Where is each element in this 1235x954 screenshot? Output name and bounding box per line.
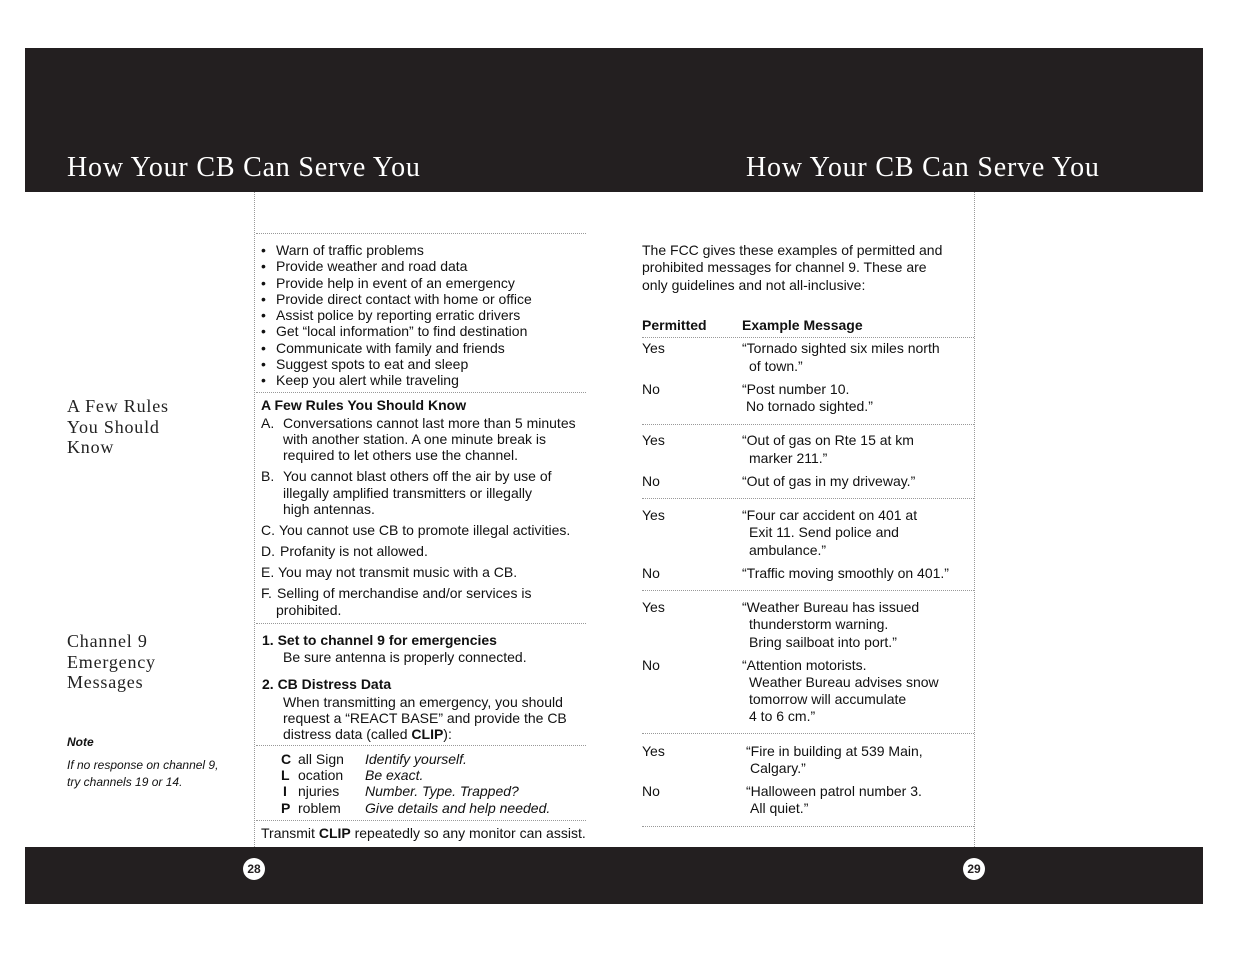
list-item: • Provide direct contact with home or office: [261, 290, 532, 307]
step2-text: request a “REACT BASE” and provide the CB: [283, 710, 567, 726]
divider: [642, 590, 974, 591]
note-text: If no response on channel 9, try channels 19 or 14.: [67, 758, 219, 789]
column-header-example: Example Message: [742, 317, 863, 333]
step1-title: 1. Set to channel 9 for emergencies: [262, 632, 497, 648]
rules-title: A Few Rules You Should Know: [261, 397, 467, 413]
example-message: of town.”: [749, 358, 803, 374]
note-title: Note: [67, 735, 94, 749]
permitted-value: No: [642, 783, 660, 799]
list-item: • Warn of traffic problems: [261, 242, 424, 258]
permitted-value: No: [642, 381, 660, 397]
permitted-value: No: [642, 565, 660, 581]
example-message: “Fire in building at 539 Main,: [746, 743, 923, 759]
side-heading-rules: A Few Rules You Should Know: [67, 396, 169, 457]
example-message: “Halloween patrol number 3.: [746, 783, 922, 799]
divider: [642, 498, 974, 499]
transmit-text: Transmit CLIP repeatedly so any monitor can assist.: [261, 825, 586, 841]
example-message: thunderstorm warning.: [749, 616, 889, 632]
permitted-value: Yes: [642, 507, 665, 523]
example-message: “Attention motorists.: [742, 657, 867, 673]
page-number-right: 29: [963, 858, 985, 880]
example-message: “Four car accident on 401 at: [742, 507, 918, 523]
divider: [642, 424, 974, 425]
step2-title: 2. CB Distress Data: [262, 676, 392, 692]
list-item: • Communicate with family and friends: [261, 339, 505, 356]
list-item: • Get “local information” to find destination: [261, 323, 528, 340]
permitted-value: No: [642, 473, 660, 489]
example-message: “Traffic moving smoothly on 401.”: [742, 565, 949, 581]
example-message: marker 211.”: [749, 450, 828, 466]
divider: [642, 826, 974, 827]
permitted-value: Yes: [642, 743, 665, 759]
page-title-right: How Your CB Can Serve You: [746, 152, 1100, 183]
example-message: Exit 11. Send police and: [749, 524, 899, 540]
example-message: tomorrow will accumulate: [749, 691, 907, 707]
step2-text: distress data (called CLIP):: [283, 726, 452, 742]
column-divider-left: [254, 192, 255, 847]
permitted-value: Yes: [642, 432, 665, 448]
divider: [256, 820, 586, 821]
permitted-value: Yes: [642, 599, 665, 615]
permitted-value: Yes: [642, 340, 665, 356]
footer-band: [25, 847, 1203, 904]
example-message: No tornado sighted.”: [746, 398, 873, 414]
example-message: ambulance.”: [749, 542, 827, 558]
example-message: “Post number 10.: [742, 381, 850, 397]
divider: [256, 745, 586, 746]
column-divider-right: [974, 192, 975, 847]
list-item: • Assist police by reporting erratic drivers: [261, 307, 521, 324]
example-message: “Weather Bureau has issued: [742, 599, 920, 615]
permitted-value: No: [642, 657, 660, 673]
divider: [256, 623, 586, 624]
example-message: “Tornado sighted six miles north: [742, 340, 940, 356]
step1-text: Be sure antenna is properly connected.: [283, 649, 527, 665]
example-message: Bring sailboat into port.”: [749, 634, 897, 650]
list-item: • Suggest spots to eat and sleep: [261, 356, 469, 373]
example-message: All quiet.”: [750, 800, 809, 816]
example-message: Calgary.”: [750, 760, 806, 776]
divider: [256, 392, 586, 393]
example-message: “Out of gas on Rte 15 at km: [742, 432, 914, 448]
list-item: • Provide help in event of an emergency: [261, 274, 515, 291]
divider: [642, 733, 974, 734]
page-number-left: 28: [243, 858, 265, 880]
list-item: • Provide weather and road data: [261, 258, 468, 275]
feature-list: [261, 242, 532, 389]
list-item: • Keep you alert while traveling: [261, 372, 459, 389]
example-message: “Out of gas in my driveway.”: [742, 473, 916, 489]
divider: [642, 337, 974, 338]
divider: [256, 233, 586, 234]
example-message: 4 to 6 cm.”: [749, 708, 816, 724]
step2-text: When transmitting an emergency, you should: [283, 694, 563, 710]
side-heading-channel9: Channel 9 Emergency Messages: [67, 631, 156, 692]
page-title-left: How Your CB Can Serve You: [67, 152, 421, 183]
example-message: Weather Bureau advises snow: [749, 674, 939, 690]
column-header-permitted: Permitted: [642, 317, 707, 333]
